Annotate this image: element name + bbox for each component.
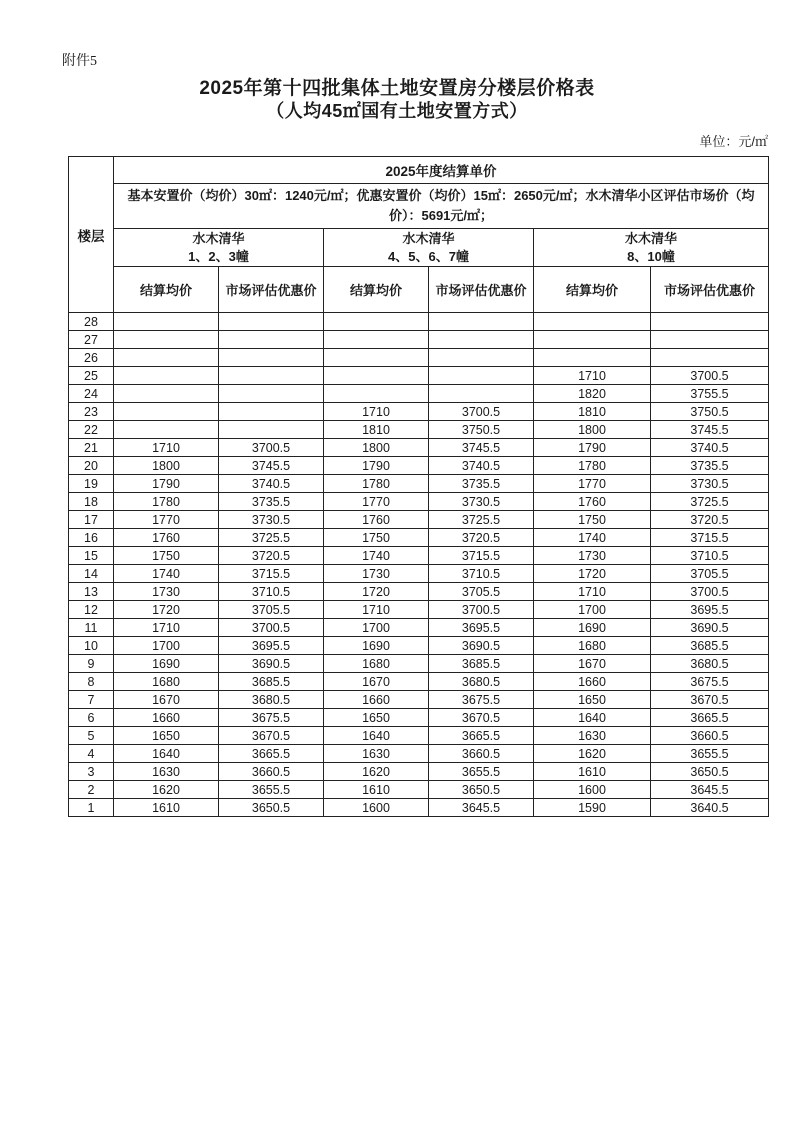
- price-cell: 3695.5: [651, 601, 769, 619]
- year-header: 2025年度结算单价: [114, 157, 769, 184]
- price-cell: 3690.5: [651, 619, 769, 637]
- price-cell: 1690: [324, 637, 429, 655]
- price-cell: 1730: [114, 583, 219, 601]
- floor-cell: 17: [69, 511, 114, 529]
- price-cell: [324, 313, 429, 331]
- price-cell: 1620: [114, 781, 219, 799]
- price-cell: 3730.5: [651, 475, 769, 493]
- floor-cell: 24: [69, 385, 114, 403]
- price-cell: 3735.5: [651, 457, 769, 475]
- price-cell: 1610: [324, 781, 429, 799]
- price-cell: 3750.5: [651, 403, 769, 421]
- header-row-subcolumns: [69, 267, 769, 313]
- table-row: [69, 673, 769, 691]
- price-cell: 3655.5: [651, 745, 769, 763]
- price-cell: 1770: [534, 475, 651, 493]
- price-cell: 1760: [324, 511, 429, 529]
- price-cell: 3660.5: [429, 745, 534, 763]
- price-cell: 1750: [114, 547, 219, 565]
- price-cell: [114, 367, 219, 385]
- price-cell: 1650: [324, 709, 429, 727]
- table-row: [69, 619, 769, 637]
- price-cell: 1770: [324, 493, 429, 511]
- price-cell: 1710: [324, 403, 429, 421]
- group-header-3: [534, 229, 769, 267]
- price-cell: 3720.5: [651, 511, 769, 529]
- table-row: [69, 529, 769, 547]
- floor-cell: 23: [69, 403, 114, 421]
- price-cell: 1760: [534, 493, 651, 511]
- floor-cell: 27: [69, 331, 114, 349]
- price-cell: 3700.5: [429, 601, 534, 619]
- price-cell: [429, 385, 534, 403]
- price-cell: 3725.5: [651, 493, 769, 511]
- price-cell: 3700.5: [429, 403, 534, 421]
- floor-cell: 3: [69, 763, 114, 781]
- price-cell: 1620: [324, 763, 429, 781]
- price-cell: 1740: [114, 565, 219, 583]
- subheader-settlement-3: 结算均价: [534, 267, 651, 313]
- price-cell: 3675.5: [219, 709, 324, 727]
- price-cell: 3725.5: [429, 511, 534, 529]
- price-cell: 1820: [534, 385, 651, 403]
- price-cell: 3690.5: [219, 655, 324, 673]
- price-table: [68, 156, 769, 817]
- price-cell: 1660: [114, 709, 219, 727]
- price-cell: 1730: [534, 547, 651, 565]
- price-cell: 3720.5: [219, 547, 324, 565]
- price-cell: 1710: [534, 367, 651, 385]
- price-cell: 1650: [114, 727, 219, 745]
- price-cell: [219, 367, 324, 385]
- price-cell: 1800: [324, 439, 429, 457]
- price-cell: 3705.5: [219, 601, 324, 619]
- price-cell: 3665.5: [219, 745, 324, 763]
- group-3-name: 水木清华: [625, 231, 678, 247]
- price-cell: [219, 313, 324, 331]
- price-cell: [219, 331, 324, 349]
- price-cell: 3740.5: [219, 475, 324, 493]
- price-cell: 3745.5: [219, 457, 324, 475]
- price-cell: 3710.5: [219, 583, 324, 601]
- price-cell: 3655.5: [429, 763, 534, 781]
- price-cell: 1690: [534, 619, 651, 637]
- subheader-settlement-1: 结算均价: [114, 267, 219, 313]
- floor-cell: 6: [69, 709, 114, 727]
- price-cell: [534, 313, 651, 331]
- price-cell: [651, 331, 769, 349]
- price-cell: 3650.5: [429, 781, 534, 799]
- price-cell: 3650.5: [651, 763, 769, 781]
- price-cell: 1790: [534, 439, 651, 457]
- price-cell: 1600: [324, 799, 429, 817]
- price-cell: [114, 421, 219, 439]
- price-cell: 3685.5: [429, 655, 534, 673]
- floor-cell: 4: [69, 745, 114, 763]
- table-row: [69, 349, 769, 367]
- group-1-buildings: 1、2、3幢: [188, 248, 249, 264]
- price-cell: 3680.5: [651, 655, 769, 673]
- subheader-market-1: 市场评估优惠价: [219, 267, 324, 313]
- price-cell: [429, 349, 534, 367]
- price-cell: 1790: [324, 457, 429, 475]
- table-row: [69, 475, 769, 493]
- price-cell: 1670: [324, 673, 429, 691]
- price-cell: [114, 331, 219, 349]
- price-cell: 1800: [534, 421, 651, 439]
- table-row: [69, 763, 769, 781]
- price-cell: 3750.5: [429, 421, 534, 439]
- price-cell: 1780: [324, 475, 429, 493]
- price-cell: 1700: [534, 601, 651, 619]
- price-cell: 1640: [324, 727, 429, 745]
- price-cell: 3735.5: [429, 475, 534, 493]
- price-cell: 1740: [324, 547, 429, 565]
- unit-label: 单位：元/㎡: [699, 134, 768, 149]
- price-cell: 1780: [114, 493, 219, 511]
- price-cell: 3735.5: [219, 493, 324, 511]
- price-cell: 1630: [534, 727, 651, 745]
- table-row: [69, 511, 769, 529]
- price-cell: 1720: [324, 583, 429, 601]
- price-cell: 1630: [114, 763, 219, 781]
- floor-cell: 21: [69, 439, 114, 457]
- title-line-1: 2025年第十四批集体土地安置房分楼层价格表: [199, 78, 595, 99]
- table-row: [69, 367, 769, 385]
- price-cell: 1610: [114, 799, 219, 817]
- subheader-market-2: 市场评估优惠价: [429, 267, 534, 313]
- price-cell: 1600: [534, 781, 651, 799]
- price-cell: 1690: [114, 655, 219, 673]
- price-cell: 3755.5: [651, 385, 769, 403]
- table-row: [69, 637, 769, 655]
- price-cell: 3695.5: [219, 637, 324, 655]
- document-title: [0, 78, 794, 122]
- price-cell: [534, 331, 651, 349]
- price-cell: 3665.5: [651, 709, 769, 727]
- price-cell: 1810: [324, 421, 429, 439]
- price-cell: 3695.5: [429, 619, 534, 637]
- price-cell: [114, 313, 219, 331]
- group-header-1: [114, 229, 324, 267]
- floor-cell: 20: [69, 457, 114, 475]
- price-cell: [429, 331, 534, 349]
- price-cell: 1800: [114, 457, 219, 475]
- subheader-settlement-2: 结算均价: [324, 267, 429, 313]
- floor-column-header: 楼层: [69, 157, 114, 313]
- price-cell: 3710.5: [429, 565, 534, 583]
- table-row: [69, 493, 769, 511]
- floor-cell: 19: [69, 475, 114, 493]
- price-cell: [114, 403, 219, 421]
- floor-cell: 5: [69, 727, 114, 745]
- price-cell: 3685.5: [219, 673, 324, 691]
- floor-cell: 13: [69, 583, 114, 601]
- price-cell: 3640.5: [651, 799, 769, 817]
- price-cell: 1590: [534, 799, 651, 817]
- price-cell: 1660: [324, 691, 429, 709]
- table-row: [69, 745, 769, 763]
- floor-cell: 11: [69, 619, 114, 637]
- price-cell: 3710.5: [651, 547, 769, 565]
- table-row: [69, 421, 769, 439]
- price-cell: 3740.5: [651, 439, 769, 457]
- header-row-groups: [69, 229, 769, 267]
- price-cell: [429, 367, 534, 385]
- table-row: [69, 781, 769, 799]
- price-cell: [429, 313, 534, 331]
- floor-cell: 25: [69, 367, 114, 385]
- price-cell: 1710: [534, 583, 651, 601]
- header-row-year: [69, 157, 769, 184]
- price-cell: [219, 349, 324, 367]
- table-row: [69, 403, 769, 421]
- price-cell: 1710: [324, 601, 429, 619]
- price-cell: [324, 349, 429, 367]
- price-cell: 1630: [324, 745, 429, 763]
- price-cell: 1610: [534, 763, 651, 781]
- floor-cell: 22: [69, 421, 114, 439]
- table-row: [69, 547, 769, 565]
- attachment-label: 附件5: [62, 54, 97, 69]
- price-cell: 3645.5: [429, 799, 534, 817]
- price-cell: 1760: [114, 529, 219, 547]
- price-cell: [324, 385, 429, 403]
- group-1-name: 水木清华: [192, 231, 245, 247]
- floor-cell: 7: [69, 691, 114, 709]
- group-2-name: 水木清华: [402, 231, 455, 247]
- table-row: [69, 709, 769, 727]
- price-cell: 3670.5: [651, 691, 769, 709]
- price-cell: [219, 403, 324, 421]
- price-cell: 3705.5: [429, 583, 534, 601]
- price-cell: 3715.5: [651, 529, 769, 547]
- price-cell: 3680.5: [429, 673, 534, 691]
- price-cell: 1620: [534, 745, 651, 763]
- price-cell: 3705.5: [651, 565, 769, 583]
- price-cell: 3670.5: [429, 709, 534, 727]
- header-row-note: [69, 184, 769, 229]
- price-cell: [534, 349, 651, 367]
- price-cell: 1720: [114, 601, 219, 619]
- price-cell: 1750: [324, 529, 429, 547]
- price-cell: 1750: [534, 511, 651, 529]
- table-row: [69, 601, 769, 619]
- table-row: [69, 439, 769, 457]
- price-cell: [324, 367, 429, 385]
- price-cell: 1720: [534, 565, 651, 583]
- price-cell: 3690.5: [429, 637, 534, 655]
- price-cell: 1790: [114, 475, 219, 493]
- price-cell: 3730.5: [219, 511, 324, 529]
- price-cell: [219, 421, 324, 439]
- price-cell: 1660: [534, 673, 651, 691]
- price-cell: 3670.5: [219, 727, 324, 745]
- group-2-buildings: 4、5、6、7幢: [388, 248, 469, 264]
- floor-cell: 16: [69, 529, 114, 547]
- price-cell: 1730: [324, 565, 429, 583]
- floor-cell: 9: [69, 655, 114, 673]
- price-cell: 3700.5: [651, 583, 769, 601]
- price-cell: 1740: [534, 529, 651, 547]
- price-cell: 3665.5: [429, 727, 534, 745]
- price-cell: 3745.5: [429, 439, 534, 457]
- price-cell: 3685.5: [651, 637, 769, 655]
- floor-cell: 26: [69, 349, 114, 367]
- group-3-buildings: 8、10幢: [627, 248, 675, 264]
- floor-cell: 2: [69, 781, 114, 799]
- price-cell: [651, 349, 769, 367]
- table-row: [69, 583, 769, 601]
- price-cell: 3680.5: [219, 691, 324, 709]
- price-cell: 1680: [324, 655, 429, 673]
- price-cell: 3650.5: [219, 799, 324, 817]
- price-cell: 1700: [324, 619, 429, 637]
- floor-cell: 15: [69, 547, 114, 565]
- price-cell: 1640: [114, 745, 219, 763]
- price-cell: 3660.5: [651, 727, 769, 745]
- price-cell: 1670: [114, 691, 219, 709]
- table-row: [69, 457, 769, 475]
- price-cell: [114, 385, 219, 403]
- price-cell: 3660.5: [219, 763, 324, 781]
- price-cell: 3675.5: [651, 673, 769, 691]
- price-cell: 3645.5: [651, 781, 769, 799]
- price-cell: 3745.5: [651, 421, 769, 439]
- price-cell: 3700.5: [219, 619, 324, 637]
- table-row: [69, 727, 769, 745]
- table-row: [69, 385, 769, 403]
- price-cell: [114, 349, 219, 367]
- floor-cell: 12: [69, 601, 114, 619]
- price-cell: 3700.5: [219, 439, 324, 457]
- floor-cell: 28: [69, 313, 114, 331]
- price-cell: [219, 385, 324, 403]
- price-cell: 1640: [534, 709, 651, 727]
- price-cell: 1670: [534, 655, 651, 673]
- price-cell: 1650: [534, 691, 651, 709]
- price-cell: 3740.5: [429, 457, 534, 475]
- price-cell: 1710: [114, 439, 219, 457]
- price-cell: 3720.5: [429, 529, 534, 547]
- price-cell: 1680: [114, 673, 219, 691]
- subheader-market-3: 市场评估优惠价: [651, 267, 769, 313]
- price-cell: 1680: [534, 637, 651, 655]
- price-cell: 1810: [534, 403, 651, 421]
- price-cell: 3725.5: [219, 529, 324, 547]
- price-cell: 3730.5: [429, 493, 534, 511]
- table-body: [69, 313, 769, 817]
- price-cell: 3715.5: [429, 547, 534, 565]
- price-cell: [651, 313, 769, 331]
- title-line-2: （人均45㎡国有土地安置方式）: [266, 100, 528, 121]
- price-cell: 3715.5: [219, 565, 324, 583]
- price-cell: 3675.5: [429, 691, 534, 709]
- floor-cell: 10: [69, 637, 114, 655]
- floor-cell: 1: [69, 799, 114, 817]
- price-cell: 1700: [114, 637, 219, 655]
- table-row: [69, 565, 769, 583]
- table-row: [69, 313, 769, 331]
- price-cell: 3655.5: [219, 781, 324, 799]
- floor-cell: 18: [69, 493, 114, 511]
- table-row: [69, 331, 769, 349]
- price-cell: 1770: [114, 511, 219, 529]
- price-cell: 1780: [534, 457, 651, 475]
- price-cell: [324, 331, 429, 349]
- floor-cell: 8: [69, 673, 114, 691]
- table-row: [69, 691, 769, 709]
- group-header-2: [324, 229, 534, 267]
- floor-cell: 14: [69, 565, 114, 583]
- price-cell: 3700.5: [651, 367, 769, 385]
- table-row: [69, 655, 769, 673]
- table-row: [69, 799, 769, 817]
- base-price-note: 基本安置价（均价）30㎡：1240元/㎡；优惠安置价（均价）15㎡：2650元/㎡；水木清华小区评估市场价（均价）：5691元/㎡；: [114, 184, 769, 229]
- price-cell: 1710: [114, 619, 219, 637]
